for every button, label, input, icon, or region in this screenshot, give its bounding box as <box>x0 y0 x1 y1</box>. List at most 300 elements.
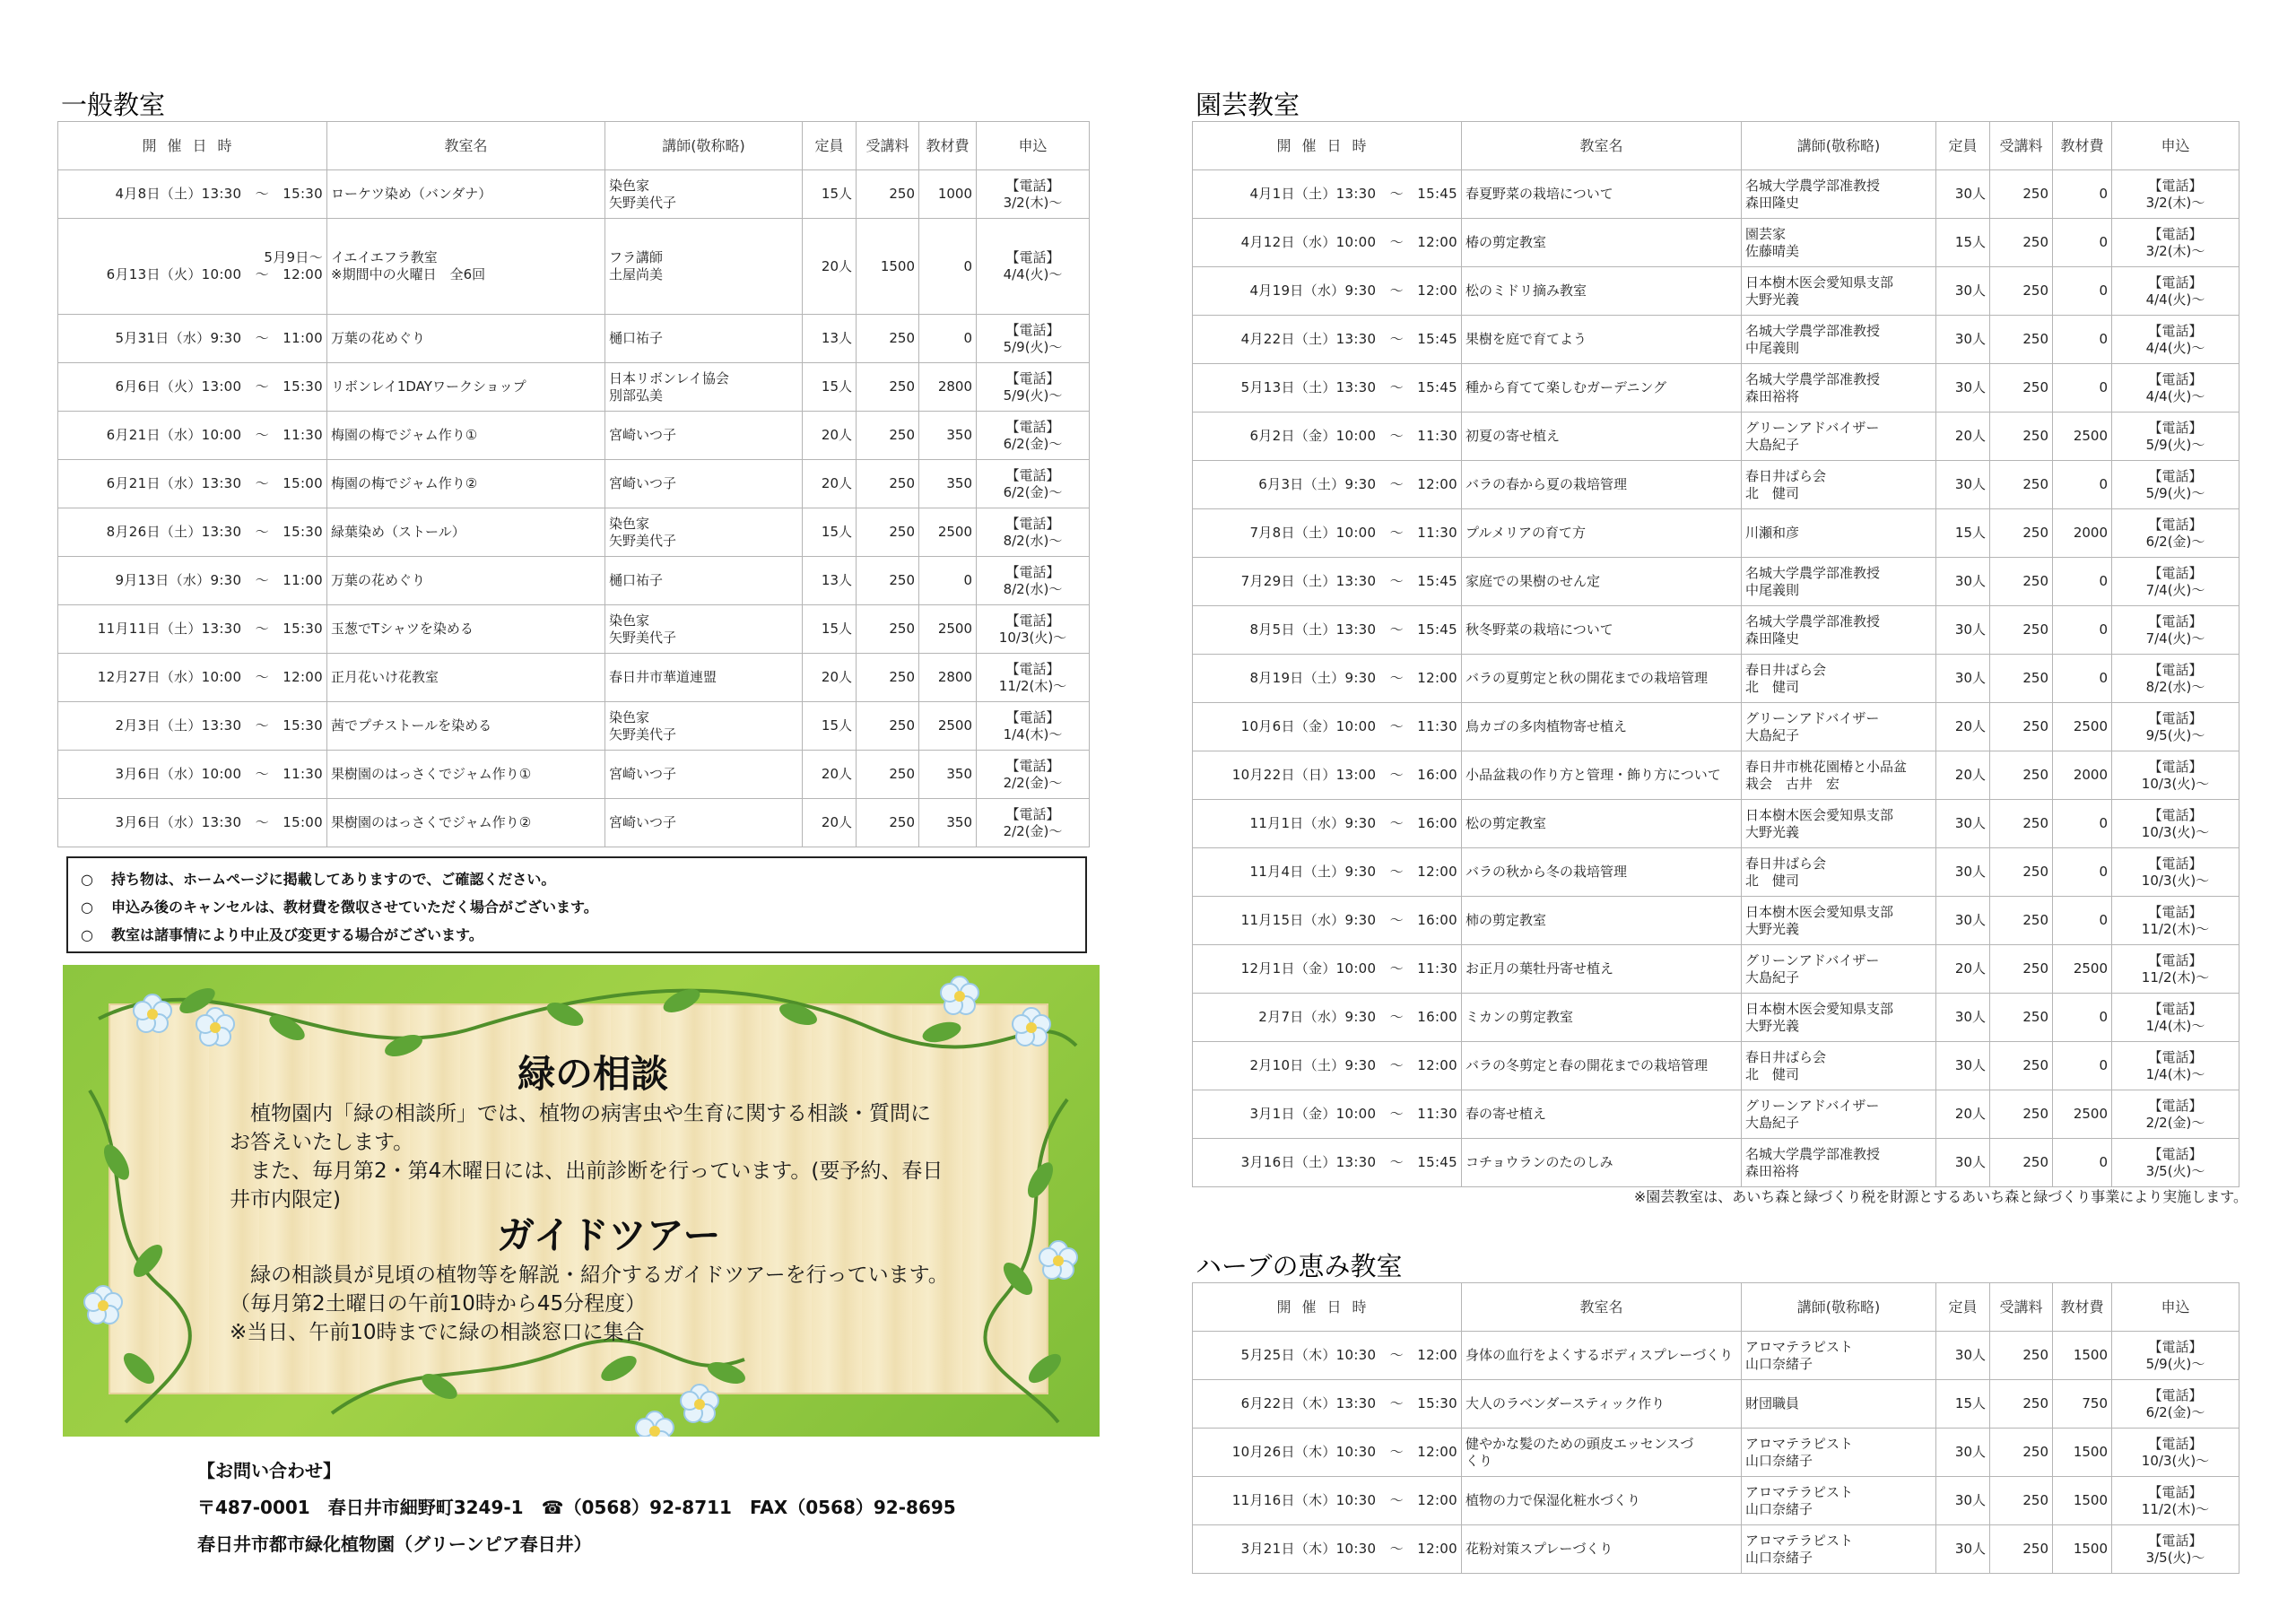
note-text: 申込み後のキャンセルは、教材費を徴収させていただく場合がございます。 <box>111 899 598 916</box>
notes-box <box>66 856 1087 953</box>
row-instructor-line: アロマテラピスト <box>1745 1435 1854 1452</box>
row-class-name-line: 松のミドリ摘み教室 <box>1465 282 1587 299</box>
table-row <box>1193 364 2239 413</box>
row-apply-line: 2/2(金)～ <box>2145 1114 2205 1131</box>
row-capacity: 30人 <box>1936 558 1990 606</box>
row-material-fee: 350 <box>919 412 977 460</box>
row-class-name <box>1462 897 1742 945</box>
row-date: 11月11日（土）13:30 ～ 15:30 <box>58 605 327 654</box>
row-class-name <box>1462 1525 1742 1574</box>
row-apply-line: 【電話】 <box>2148 564 2203 581</box>
row-class-name-line: 秋冬野菜の栽培について <box>1465 621 1613 638</box>
table-header-row <box>58 122 1090 170</box>
row-instructor-line: 大島紀子 <box>1745 1114 1800 1131</box>
row-instructor-line: 染色家 <box>609 177 650 194</box>
row-class-name-line: 万葉の花めぐり <box>331 572 426 588</box>
row-apply <box>977 219 1090 315</box>
row-apply-line: 【電話】 <box>1005 466 1060 483</box>
row-instructor <box>1742 1139 1936 1187</box>
row-class-name <box>1462 1477 1742 1525</box>
row-apply-line: 9/5(火)～ <box>2145 726 2205 743</box>
row-apply <box>2112 413 2239 461</box>
header-fee: 受講料 <box>857 122 919 170</box>
row-instructor-line: 山口奈緒子 <box>1745 1549 1813 1566</box>
row-class-name-line: リボンレイ1DAYワークショップ <box>331 378 526 395</box>
row-instructor <box>605 751 803 799</box>
row-date: 9月13日（水）9:30 ～ 11:00 <box>58 557 327 605</box>
row-class-name <box>1462 1042 1742 1090</box>
row-class-name-line: 果樹を庭で育てよう <box>1465 331 1587 347</box>
row-fee: 250 <box>1990 800 2053 848</box>
row-apply <box>2112 1139 2239 1187</box>
contact-organization: 春日井市都市緑化植物園（グリーンピア春日井） <box>197 1533 592 1555</box>
table-row <box>58 702 1090 751</box>
row-instructor-line: 宮崎いつ子 <box>609 814 677 830</box>
row-instructor <box>1742 606 1936 655</box>
row-instructor-line: 川瀬和彦 <box>1745 525 1800 541</box>
row-fee: 250 <box>1990 1525 2053 1574</box>
table-row <box>1193 800 2239 848</box>
row-material-fee: 0 <box>2053 848 2112 897</box>
row-apply-line: 【電話】 <box>1005 563 1060 580</box>
herb-schedule-table <box>1192 1282 2239 1574</box>
row-date: 4月1日（土）13:30 ～ 15:45 <box>1193 170 1462 219</box>
row-class-name <box>1462 219 1742 267</box>
table-row <box>58 654 1090 702</box>
row-instructor-line: 宮崎いつ子 <box>609 475 677 491</box>
row-class-name <box>1462 364 1742 413</box>
row-class-name-line: 小品盆栽の作り方と管理・飾り方について <box>1465 767 1721 783</box>
row-apply <box>2112 558 2239 606</box>
row-capacity: 30人 <box>1936 170 1990 219</box>
row-instructor-line: 春日井市華道連盟 <box>609 669 718 685</box>
row-class-name-line: 梅園の梅でジャム作り② <box>331 475 478 491</box>
row-material-fee: 0 <box>2053 994 2112 1042</box>
row-fee: 250 <box>1990 461 2053 509</box>
row-date: 4月19日（水）9:30 ～ 12:00 <box>1193 267 1462 316</box>
row-apply-line: 7/4(火)～ <box>2145 581 2205 598</box>
row-apply <box>2112 1429 2239 1477</box>
row-fee: 250 <box>1990 267 2053 316</box>
row-instructor <box>1742 170 1936 219</box>
row-apply-line: 【電話】 <box>2148 709 2203 726</box>
row-instructor <box>605 799 803 847</box>
row-apply-line: 11/2(木)～ <box>2141 920 2210 937</box>
table-row <box>1193 1090 2239 1139</box>
row-capacity: 30人 <box>1936 1429 1990 1477</box>
row-apply <box>2112 897 2239 945</box>
row-date: 3月1日（金）10:00 ～ 11:30 <box>1193 1090 1462 1139</box>
row-instructor-line: 春日井ばら会 <box>1745 1048 1827 1065</box>
header-capacity: 定員 <box>1936 122 1990 170</box>
header-date: 開催日時 <box>58 122 327 170</box>
row-date: 8月19日（土）9:30 ～ 12:00 <box>1193 655 1462 703</box>
row-instructor-line: アロマテラピスト <box>1745 1338 1854 1355</box>
table-row <box>1193 509 2239 558</box>
row-instructor-line: フラ講師 <box>609 249 664 265</box>
row-instructor-line: グリーンアドバイザー <box>1745 709 1880 726</box>
row-class-name <box>1462 1139 1742 1187</box>
row-instructor <box>1742 509 1936 558</box>
row-instructor-line: グリーンアドバイザー <box>1745 951 1880 968</box>
row-instructor <box>605 460 803 508</box>
row-class-name-line: バラの夏剪定と秋の開花までの栽培管理 <box>1465 670 1709 686</box>
table-row <box>1193 1525 2239 1574</box>
row-instructor-line: 大野光義 <box>1745 291 1800 308</box>
row-class-name <box>1462 655 1742 703</box>
row-capacity: 30人 <box>1936 897 1990 945</box>
row-instructor-line: 森田隆史 <box>1745 630 1800 647</box>
row-apply-line: 【電話】 <box>2148 1338 2203 1355</box>
table-row <box>1193 1380 2239 1429</box>
table-row <box>1193 267 2239 316</box>
row-instructor <box>1742 219 1936 267</box>
row-instructor-line: グリーンアドバイザー <box>1745 1097 1880 1114</box>
row-date: 11月1日（水）9:30 ～ 16:00 <box>1193 800 1462 848</box>
row-instructor-line: 山口奈緒子 <box>1745 1452 1813 1469</box>
row-date: 5月9日～ 6月13日（火）10:00 ～ 12:00 <box>58 219 327 315</box>
row-material-fee: 0 <box>919 557 977 605</box>
row-class-name <box>327 363 605 412</box>
row-capacity: 20人 <box>803 219 857 315</box>
header-instructor: 講師(敬称略) <box>1742 1283 1936 1332</box>
row-date: 6月21日（水）13:30 ～ 15:00 <box>58 460 327 508</box>
header-class-name: 教室名 <box>1462 122 1742 170</box>
row-apply-line: 【電話】 <box>1005 321 1060 338</box>
row-capacity: 20人 <box>1936 945 1990 994</box>
header-capacity: 定員 <box>1936 1283 1990 1332</box>
header-material-fee: 教材費 <box>2053 1283 2112 1332</box>
row-capacity: 15人 <box>1936 509 1990 558</box>
row-instructor-line: 染色家 <box>609 708 650 725</box>
row-date: 12月1日（金）10:00 ～ 11:30 <box>1193 945 1462 994</box>
row-instructor-line: アロマテラピスト <box>1745 1483 1854 1500</box>
row-instructor <box>605 412 803 460</box>
row-apply-line: 6/2(金)～ <box>1003 483 1063 500</box>
row-instructor-line: 北 健司 <box>1745 872 1800 889</box>
row-date: 5月25日（木）10:30 ～ 12:00 <box>1193 1332 1462 1380</box>
row-apply <box>2112 461 2239 509</box>
row-capacity: 30人 <box>1936 606 1990 655</box>
table-row <box>1193 170 2239 219</box>
row-class-name <box>327 605 605 654</box>
row-date: 10月6日（金）10:00 ～ 11:30 <box>1193 703 1462 751</box>
row-material-fee: 0 <box>2053 364 2112 413</box>
row-apply-line: 3/2(木)～ <box>2145 194 2205 211</box>
row-fee: 250 <box>857 751 919 799</box>
row-capacity: 30人 <box>1936 267 1990 316</box>
row-capacity: 20人 <box>803 799 857 847</box>
row-fee: 250 <box>857 702 919 751</box>
row-instructor-line: 宮崎いつ子 <box>609 427 677 443</box>
row-apply-line: 11/2(木)～ <box>998 677 1067 694</box>
row-instructor-line: アロマテラピスト <box>1745 1532 1854 1549</box>
row-instructor <box>1742 267 1936 316</box>
table-row <box>1193 1332 2239 1380</box>
row-capacity: 15人 <box>803 605 857 654</box>
table-row <box>1193 703 2239 751</box>
note-item <box>81 893 1073 921</box>
row-fee: 250 <box>857 557 919 605</box>
row-capacity: 13人 <box>803 315 857 363</box>
row-fee: 250 <box>1990 170 2053 219</box>
row-capacity: 15人 <box>803 702 857 751</box>
row-material-fee: 1500 <box>2053 1429 2112 1477</box>
row-apply-line: 3/5(火)～ <box>2145 1162 2205 1179</box>
row-instructor-line: 山口奈緒子 <box>1745 1355 1813 1372</box>
row-apply-line: 【電話】 <box>2148 758 2203 775</box>
row-material-fee: 350 <box>919 751 977 799</box>
note-bullet: ○ <box>81 926 93 943</box>
row-class-name <box>1462 848 1742 897</box>
row-fee: 250 <box>857 460 919 508</box>
row-apply-line: 【電話】 <box>1005 418 1060 435</box>
row-apply-line: 11/2(木)～ <box>2141 968 2210 986</box>
row-apply-line: 1/4(木)～ <box>2145 1065 2205 1082</box>
row-fee: 250 <box>1990 1332 2053 1380</box>
row-apply <box>2112 170 2239 219</box>
row-class-name-line: 茜でプチストールを染める <box>331 717 492 734</box>
row-apply-line: 【電話】 <box>2148 467 2203 484</box>
table-row <box>1193 413 2239 461</box>
row-class-name-line: ローケツ染め（バンダナ） <box>331 186 492 202</box>
row-class-name-line: 松の剪定教室 <box>1465 815 1547 831</box>
row-class-name <box>1462 267 1742 316</box>
row-capacity: 20人 <box>1936 751 1990 800</box>
table-row <box>1193 316 2239 364</box>
note-text: 持ち物は、ホームページに掲載してありますので、ご確認ください。 <box>111 871 556 888</box>
row-apply <box>977 363 1090 412</box>
row-apply <box>977 799 1090 847</box>
row-fee: 250 <box>1990 1477 2053 1525</box>
row-material-fee: 0 <box>919 219 977 315</box>
row-apply-line: 7/4(火)～ <box>2145 630 2205 647</box>
row-class-name-line: 梅園の梅でジャム作り① <box>331 427 478 443</box>
row-material-fee: 1500 <box>2053 1525 2112 1574</box>
row-apply-line: 【電話】 <box>2148 1000 2203 1017</box>
row-class-name <box>1462 1429 1742 1477</box>
row-class-name-line: プルメリアの育て方 <box>1465 525 1586 541</box>
row-class-name-line: 家庭での果樹のせん定 <box>1465 573 1601 589</box>
row-date: 4月12日（水）10:00 ～ 12:00 <box>1193 219 1462 267</box>
table-row <box>58 460 1090 508</box>
row-capacity: 30人 <box>1936 461 1990 509</box>
row-class-name-line: お正月の葉牡丹寄せ植え <box>1465 960 1614 977</box>
row-material-fee: 0 <box>2053 655 2112 703</box>
row-apply-line: 【電話】 <box>2148 516 2203 533</box>
row-apply-line: 【電話】 <box>2148 177 2203 194</box>
row-apply-line: 5/9(火)～ <box>1003 386 1063 404</box>
table-row <box>1193 461 2239 509</box>
row-instructor <box>1742 800 1936 848</box>
row-class-name <box>327 219 605 315</box>
table-row <box>1193 897 2239 945</box>
row-instructor <box>1742 1380 1936 1429</box>
garden-footnote: ※園芸教室は、あいち森と緑づくり税を財源とするあいち森と緑づくり事業により実施します。 <box>1633 1188 2248 1205</box>
row-date: 2月3日（土）13:30 ～ 15:30 <box>58 702 327 751</box>
row-instructor-line: 日本リボンレイ協会 <box>609 369 729 386</box>
table-row <box>58 799 1090 847</box>
header-date: 開催日時 <box>1193 122 1462 170</box>
row-class-name-line: 鳥カゴの多肉植物寄せ植え <box>1465 718 1628 734</box>
garden-schedule-table <box>1192 121 2239 1187</box>
row-capacity: 20人 <box>803 751 857 799</box>
row-material-fee: 0 <box>2053 316 2112 364</box>
row-apply-line: 【電話】 <box>2148 1435 2203 1452</box>
row-instructor-line: グリーンアドバイザー <box>1745 419 1880 436</box>
row-class-name <box>1462 1090 1742 1139</box>
row-apply-line: 【電話】 <box>2148 1532 2203 1549</box>
contact-heading: 【お問い合わせ】 <box>197 1460 341 1481</box>
row-class-name <box>1462 994 1742 1042</box>
row-class-name-line: ※期間中の火曜日 全6回 <box>331 266 486 282</box>
row-capacity: 30人 <box>1936 364 1990 413</box>
row-instructor <box>1742 558 1936 606</box>
row-class-name <box>327 702 605 751</box>
row-apply-line: 3/2(木)～ <box>2145 242 2205 259</box>
row-apply-line: 【電話】 <box>2148 806 2203 823</box>
row-date: 7月29日（土）13:30 ～ 15:45 <box>1193 558 1462 606</box>
row-apply <box>2112 1525 2239 1574</box>
row-instructor-line: 春日井ばら会 <box>1745 467 1827 484</box>
row-class-name-line: ミカンの剪定教室 <box>1465 1009 1574 1025</box>
table-row <box>1193 1042 2239 1090</box>
row-capacity: 30人 <box>1936 1477 1990 1525</box>
row-capacity: 15人 <box>1936 1380 1990 1429</box>
row-date: 6月6日（火）13:00 ～ 15:30 <box>58 363 327 412</box>
row-class-name <box>327 557 605 605</box>
row-class-name-line: 椿の剪定教室 <box>1465 234 1547 250</box>
row-material-fee: 2500 <box>2053 945 2112 994</box>
row-apply <box>2112 606 2239 655</box>
row-material-fee: 2000 <box>2053 751 2112 800</box>
row-apply-line: 【電話】 <box>2148 225 2203 242</box>
row-material-fee: 0 <box>2053 1042 2112 1090</box>
row-material-fee: 2500 <box>2053 413 2112 461</box>
row-instructor-line: 矢野美代子 <box>609 725 677 743</box>
row-date: 12月27日（水）10:00 ～ 12:00 <box>58 654 327 702</box>
row-instructor <box>605 170 803 219</box>
row-material-fee: 2500 <box>2053 1090 2112 1139</box>
row-instructor <box>605 702 803 751</box>
row-capacity: 13人 <box>803 557 857 605</box>
table-row <box>58 751 1090 799</box>
row-date: 8月5日（土）13:30 ～ 15:45 <box>1193 606 1462 655</box>
row-instructor-line: 大野光義 <box>1745 920 1800 937</box>
row-instructor-line: 北 健司 <box>1745 678 1800 695</box>
row-material-fee: 1500 <box>2053 1332 2112 1380</box>
row-fee: 250 <box>1990 1380 2053 1429</box>
row-instructor <box>1742 703 1936 751</box>
row-class-name-line: 果樹園のはっさくでジャム作り① <box>331 766 532 782</box>
row-instructor-line: 矢野美代子 <box>609 629 677 646</box>
row-date: 4月22日（土）13:30 ～ 15:45 <box>1193 316 1462 364</box>
header-date: 開催日時 <box>1193 1283 1462 1332</box>
table-row <box>1193 655 2239 703</box>
row-material-fee: 0 <box>2053 897 2112 945</box>
row-class-name-line: 万葉の花めぐり <box>331 330 426 346</box>
row-instructor-line: 園芸家 <box>1745 225 1787 242</box>
row-class-name-line: 春の寄せ植え <box>1465 1106 1547 1122</box>
row-apply-line: 【電話】 <box>1005 249 1060 265</box>
table-row <box>1193 1477 2239 1525</box>
row-fee: 250 <box>1990 945 2053 994</box>
herb-section-title: ハーブの恵み教室 <box>1196 1251 1403 1281</box>
row-class-name-line: 果樹園のはっさくでジャム作り② <box>331 814 532 830</box>
row-fee: 250 <box>1990 364 2053 413</box>
header-apply: 申込 <box>977 122 1090 170</box>
table-row <box>58 605 1090 654</box>
row-class-name <box>1462 1380 1742 1429</box>
row-apply <box>2112 751 2239 800</box>
row-capacity: 15人 <box>803 508 857 557</box>
row-date: 5月13日（土）13:30 ～ 15:45 <box>1193 364 1462 413</box>
row-apply-line: 1/4(木)～ <box>2145 1017 2205 1034</box>
row-apply <box>977 412 1090 460</box>
row-instructor-line: 北 健司 <box>1745 1065 1800 1082</box>
row-apply-line: 1/4(木)～ <box>1003 725 1063 743</box>
row-class-name <box>327 412 605 460</box>
row-material-fee: 350 <box>919 799 977 847</box>
row-apply-line: 5/9(火)～ <box>2145 1355 2205 1372</box>
row-class-name-line: 花粉対策スプレーづくり <box>1465 1541 1613 1557</box>
row-instructor-line: 大野光義 <box>1745 823 1800 840</box>
row-capacity: 30人 <box>1936 1042 1990 1090</box>
row-instructor-line: 土屋尚美 <box>609 266 664 282</box>
green-consultation-panel <box>63 965 1100 1437</box>
row-fee: 250 <box>1990 994 2053 1042</box>
row-apply-line: 8/2(水)～ <box>1003 532 1063 549</box>
row-class-name <box>327 654 605 702</box>
row-apply-line: 【電話】 <box>2148 322 2203 339</box>
row-instructor-line: 宮崎いつ子 <box>609 766 677 782</box>
row-apply-line: 【電話】 <box>2148 419 2203 436</box>
row-instructor-line: 大野光義 <box>1745 1017 1800 1034</box>
row-date: 3月6日（水）10:00 ～ 11:30 <box>58 751 327 799</box>
row-class-name-line: 緑葉染め（ストール） <box>331 524 465 540</box>
row-apply <box>977 508 1090 557</box>
row-date: 5月31日（水）9:30 ～ 11:00 <box>58 315 327 363</box>
row-apply <box>977 460 1090 508</box>
row-class-name-line: 玉葱でTシャツを染める <box>331 621 474 637</box>
note-bullet: ○ <box>81 871 93 888</box>
row-instructor-line: 山口奈緒子 <box>1745 1500 1813 1517</box>
header-fee: 受講料 <box>1990 1283 2053 1332</box>
row-capacity: 20人 <box>803 412 857 460</box>
row-apply <box>2112 800 2239 848</box>
row-instructor-line: 大島紀子 <box>1745 726 1800 743</box>
row-instructor-line: 日本樹木医会愛知県支部 <box>1745 903 1894 920</box>
row-material-fee: 2000 <box>2053 509 2112 558</box>
row-class-name <box>1462 606 1742 655</box>
row-instructor-line: 栽会 古井 宏 <box>1745 775 1840 792</box>
row-instructor-line: 名城大学農学部准教授 <box>1745 322 1881 339</box>
row-material-fee: 750 <box>2053 1380 2112 1429</box>
row-apply-line: 【電話】 <box>2148 1048 2203 1065</box>
row-instructor <box>1742 1042 1936 1090</box>
row-instructor-line: 矢野美代子 <box>609 194 677 211</box>
row-instructor <box>1742 897 1936 945</box>
row-apply <box>2112 509 2239 558</box>
row-instructor-line: 森田隆史 <box>1745 194 1800 211</box>
row-fee: 250 <box>1990 413 2053 461</box>
row-capacity: 20人 <box>803 654 857 702</box>
contact-address: 〒487-0001 春日井市細野町3249-1 ☎（0568）92-8711 FAX（0568）92-8695 <box>197 1497 956 1518</box>
row-class-name-line: バラの冬剪定と春の開花までの栽培管理 <box>1465 1057 1709 1073</box>
row-instructor-line: 染色家 <box>609 515 650 532</box>
header-apply: 申込 <box>2112 1283 2239 1332</box>
row-apply-line: 【電話】 <box>2148 612 2203 630</box>
